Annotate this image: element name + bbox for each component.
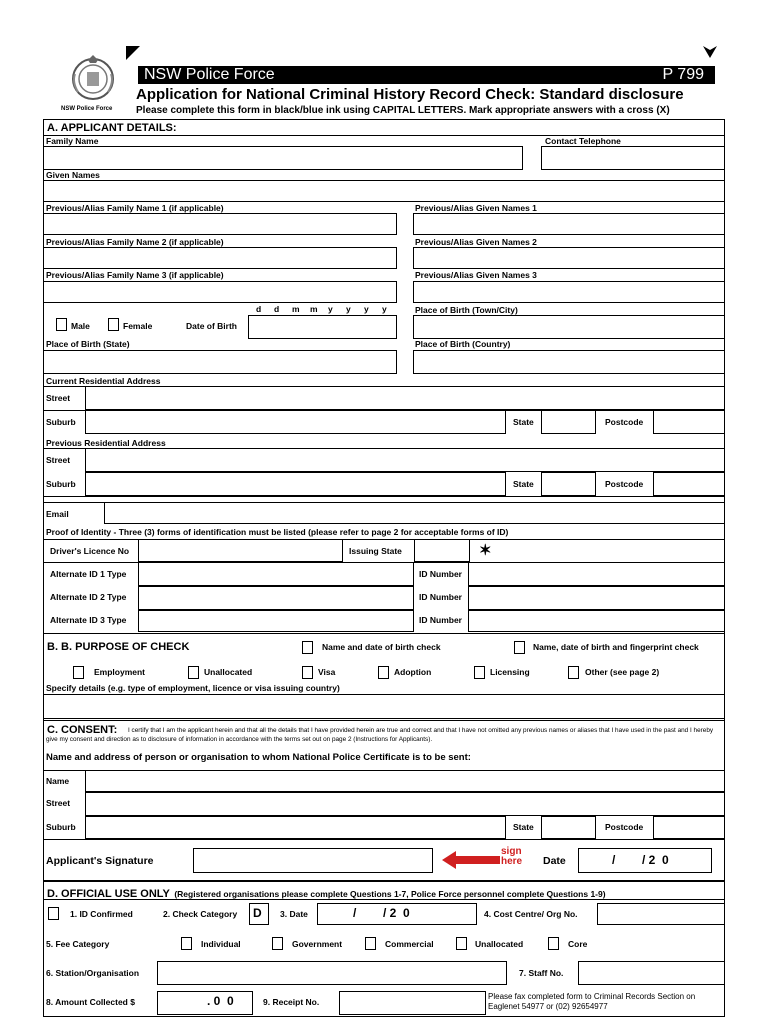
visa-checkbox[interactable] — [302, 666, 313, 679]
consent-text: I certify that I am the applicant herein and that all the details that I have provided herein are true and correct and that I have not omitted any previous names or aliases that I have used in the past and I hereby give my consent and direction as to disclosure of information in accordance with the terms set out on page 2 (Instructions for Applicants). — [46, 727, 714, 743]
adoption-checkbox[interactable] — [378, 666, 389, 679]
fee-category-label: 5. Fee Category — [46, 939, 110, 949]
alt-id-3-number-field[interactable] — [468, 610, 725, 632]
section-b-heading: B. B. PURPOSE OF CHECK — [47, 641, 190, 653]
prev-state-field[interactable] — [541, 472, 596, 496]
staff-no-label: 7. Staff No. — [519, 968, 564, 978]
other-label: Other (see page 2) — [585, 667, 660, 677]
commercial-checkbox[interactable] — [365, 937, 376, 950]
place-birth-state-label: Place of Birth (State) — [46, 339, 130, 349]
email-label: Email — [46, 509, 69, 519]
adoption-label: Adoption — [394, 667, 432, 677]
c-postcode-label: Postcode — [605, 822, 644, 832]
drivers-licence-label: Driver's Licence No — [50, 546, 130, 556]
prev-given-3-field[interactable] — [413, 281, 725, 303]
logo-caption: NSW Police Force — [61, 106, 113, 112]
licensing-label: Licensing — [490, 667, 530, 677]
licensing-checkbox[interactable] — [474, 666, 485, 679]
proof-identity-label: Proof of Identity - Three (3) forms of identification must be listed (please refer to page 2 for acceptable forms of ID) — [46, 527, 509, 537]
alt-id-2-label: Alternate ID 2 Type — [50, 592, 127, 602]
alt-id-2-number-label: ID Number — [419, 592, 462, 602]
sign-here-arrow-icon — [442, 850, 500, 870]
current-suburb-field[interactable] — [85, 410, 506, 434]
station-field[interactable] — [157, 961, 507, 985]
prev-family-1-field[interactable] — [43, 213, 397, 235]
staff-no-field[interactable] — [578, 961, 725, 985]
c-state-label: State — [513, 822, 534, 832]
place-birth-town-field[interactable] — [413, 315, 725, 339]
prev-family-3-field[interactable] — [43, 281, 397, 303]
check-category-label: 2. Check Category — [163, 909, 238, 919]
prev-given-3-label: Previous/Alias Given Names 3 — [415, 270, 537, 280]
other-checkbox[interactable] — [568, 666, 579, 679]
signature-label: Applicant's Signature — [46, 855, 154, 867]
d-date-label: 3. Date — [280, 909, 308, 919]
signature-field[interactable] — [193, 848, 433, 873]
police-crest-logo — [68, 52, 118, 102]
check-category-value: D — [253, 906, 262, 920]
government-label: Government — [292, 939, 343, 949]
c-street-label: Street — [46, 798, 71, 808]
given-names-field[interactable] — [43, 180, 725, 202]
prev-suburb-field[interactable] — [85, 472, 506, 496]
current-street-label: Street — [46, 393, 71, 403]
c-name-label: Name — [46, 776, 70, 786]
core-label: Core — [568, 939, 588, 949]
individual-checkbox[interactable] — [181, 937, 192, 950]
prev-given-2-label: Previous/Alias Given Names 2 — [415, 237, 537, 247]
form-title: Application for National Criminal History Record Check: Standard disclosure — [136, 86, 684, 103]
prev-family-1-label: Previous/Alias Family Name 1 (if applicable) — [46, 203, 224, 213]
dob-format: d d m m y y y y — [256, 304, 387, 314]
place-birth-country-label: Place of Birth (Country) — [415, 339, 511, 349]
d-date-fill: / / 2 0 — [353, 906, 410, 920]
current-state-label: State — [513, 417, 534, 427]
prev-suburb-label: Suburb — [46, 479, 76, 489]
prev-family-2-field[interactable] — [43, 247, 397, 269]
prev-postcode-field[interactable] — [653, 472, 725, 496]
visa-label: Visa — [318, 667, 336, 677]
id-confirmed-label: 1. ID Confirmed — [70, 909, 133, 919]
place-birth-state-field[interactable] — [43, 350, 397, 374]
specify-details-label: Specify details (e.g. type of employment, licence or visa issuing country) — [46, 683, 340, 693]
form-instructions: Please complete this form in black/blue ink using CAPITAL LETTERS. Mark appropriate answers with a cross (X) — [136, 105, 670, 116]
alt-id-1-field[interactable] — [138, 562, 414, 586]
prev-street-field[interactable] — [85, 448, 725, 472]
female-checkbox[interactable] — [108, 318, 119, 331]
place-birth-town-label: Place of Birth (Town/City) — [415, 305, 518, 315]
current-suburb-label: Suburb — [46, 417, 76, 427]
core-checkbox[interactable] — [548, 937, 559, 950]
unallocated-d-checkbox[interactable] — [456, 937, 467, 950]
unallocated-b-label: Unallocated — [204, 667, 253, 677]
corner-mark-right — [703, 46, 717, 58]
current-postcode-label: Postcode — [605, 417, 644, 427]
email-field[interactable] — [104, 502, 725, 524]
sign-here-label: sign here — [501, 846, 523, 867]
signature-date-fill: / / 2 0 — [612, 853, 669, 867]
current-postcode-field[interactable] — [653, 410, 725, 434]
prev-family-2-label: Previous/Alias Family Name 2 (if applicable) — [46, 237, 224, 247]
prev-postcode-label: Postcode — [605, 479, 644, 489]
contact-telephone-field[interactable] — [541, 146, 725, 170]
name-dob-fingerprint-label: Name, date of birth and fingerprint check — [533, 642, 699, 652]
section-d-heading: D. OFFICIAL USE ONLY — [47, 888, 170, 900]
alt-id-1-label: Alternate ID 1 Type — [50, 569, 127, 579]
org-title: NSW Police Force — [144, 66, 275, 83]
previous-address-label: Previous Residential Address — [46, 438, 166, 448]
place-birth-country-field[interactable] — [413, 350, 725, 374]
drivers-licence-field[interactable] — [138, 539, 343, 562]
female-label: Female — [123, 321, 153, 331]
corner-mark-left — [126, 46, 140, 60]
current-state-field[interactable] — [541, 410, 596, 434]
c-name-field[interactable] — [85, 770, 725, 792]
prev-given-1-field[interactable] — [413, 213, 725, 235]
receipt-label: 9. Receipt No. — [263, 997, 320, 1007]
receipt-field[interactable] — [339, 991, 486, 1015]
id-confirmed-checkbox[interactable] — [48, 907, 59, 920]
alt-id-3-field[interactable] — [138, 610, 414, 632]
date-of-birth-field[interactable] — [248, 315, 397, 339]
required-star-icon: ✶ — [479, 542, 492, 559]
family-name-field[interactable] — [43, 146, 523, 170]
alt-id-1-number-field[interactable] — [468, 562, 725, 586]
employment-label: Employment — [94, 667, 146, 677]
form-code: P 799 — [662, 66, 704, 83]
employment-checkbox[interactable] — [73, 666, 84, 679]
male-label: Male — [71, 321, 90, 331]
issuing-state-label: Issuing State — [349, 546, 402, 556]
section-c-heading: C. CONSENT: — [47, 724, 118, 736]
c-postcode-field[interactable] — [653, 816, 725, 839]
individual-label: Individual — [201, 939, 241, 949]
cost-centre-label: 4. Cost Centre/ Org No. — [484, 909, 578, 919]
station-label: 6. Station/Organisation — [46, 968, 140, 978]
c-suburb-label: Suburb — [46, 822, 76, 832]
commercial-label: Commercial — [385, 939, 434, 949]
date-of-birth-label: Date of Birth — [186, 321, 237, 331]
cost-centre-field[interactable] — [597, 903, 725, 925]
prev-given-1-label: Previous/Alias Given Names 1 — [415, 203, 537, 213]
send-to-label: Name and address of person or organisation to whom National Police Certificate is to be sent: — [46, 752, 471, 763]
amount-field[interactable] — [157, 991, 253, 1015]
prev-family-3-label: Previous/Alias Family Name 3 (if applicable) — [46, 270, 224, 280]
header-bar — [138, 66, 714, 84]
amount-fill: . 0 0 — [207, 994, 234, 1008]
alt-id-2-number-field[interactable] — [468, 586, 725, 610]
prev-state-label: State — [513, 479, 534, 489]
alt-id-3-number-label: ID Number — [419, 615, 462, 625]
family-name-label: Family Name — [46, 136, 99, 146]
c-street-field[interactable] — [85, 792, 725, 816]
male-checkbox[interactable] — [56, 318, 67, 331]
alt-id-3-label: Alternate ID 3 Type — [50, 615, 127, 625]
amount-label: 8. Amount Collected $ — [46, 997, 135, 1007]
section-a-heading: A. APPLICANT DETAILS: — [47, 122, 177, 134]
name-dob-fingerprint-checkbox[interactable] — [514, 641, 525, 654]
government-checkbox[interactable] — [272, 937, 283, 950]
specify-details-field[interactable] — [43, 694, 725, 719]
fax-note: Please fax completed form to Criminal Records Section on Eaglenet 54977 or (02) 92654977 — [488, 992, 696, 1011]
date-label: Date — [543, 855, 566, 867]
name-dob-check-label: Name and date of birth check — [322, 642, 441, 652]
unallocated-d-label: Unallocated — [475, 939, 524, 949]
given-names-label: Given Names — [46, 170, 100, 180]
prev-given-2-field[interactable] — [413, 247, 725, 269]
c-state-field[interactable] — [541, 816, 596, 839]
prev-street-label: Street — [46, 455, 71, 465]
contact-telephone-label: Contact Telephone — [545, 136, 621, 146]
alt-id-1-number-label: ID Number — [419, 569, 462, 579]
current-address-label: Current Residential Address — [46, 376, 161, 386]
name-dob-check-checkbox[interactable] — [302, 641, 313, 654]
c-suburb-field[interactable] — [85, 816, 506, 839]
unallocated-b-checkbox[interactable] — [188, 666, 199, 679]
issuing-state-field[interactable] — [414, 539, 470, 562]
current-street-field[interactable] — [85, 386, 725, 410]
section-d-note: (Registered organisations please complete Questions 1-7, Police Force personnel complete Questions 1-9) — [174, 889, 606, 899]
alt-id-2-field[interactable] — [138, 586, 414, 610]
